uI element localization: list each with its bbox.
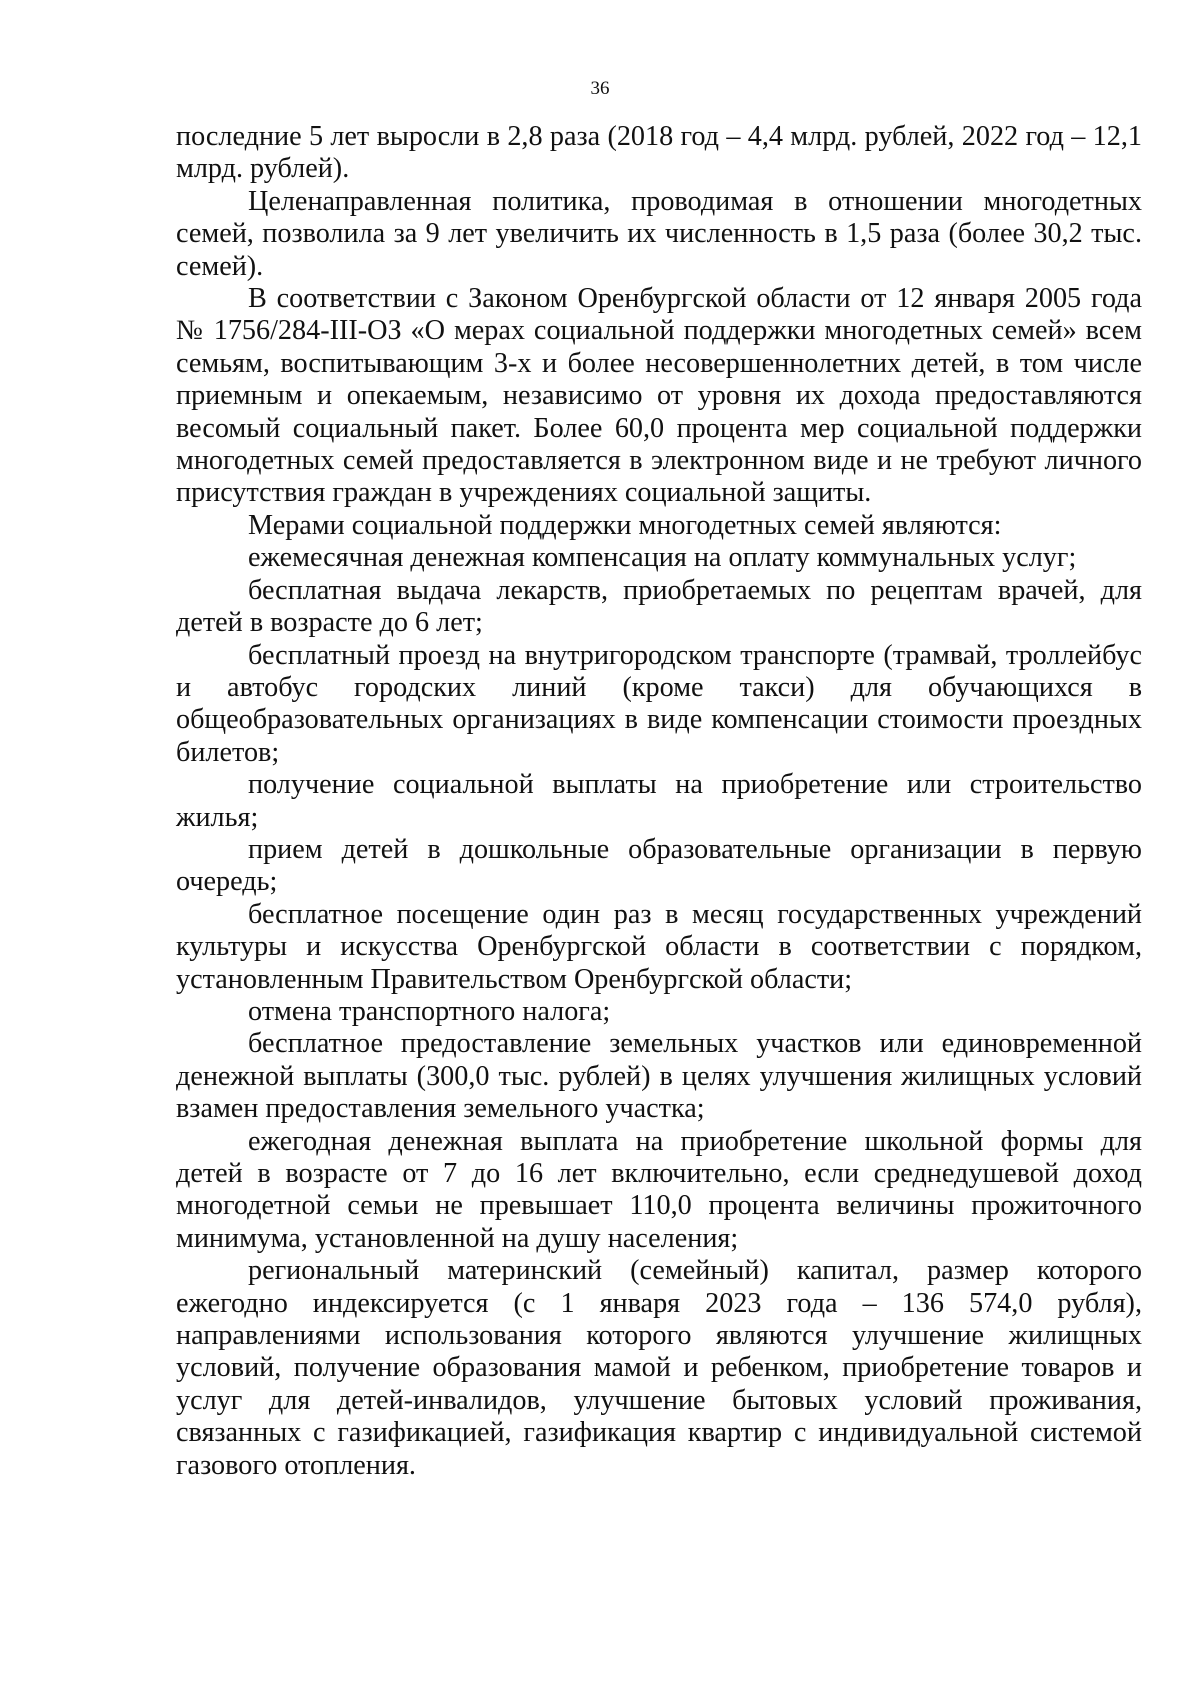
list-item-regional-maternity-capital: региональный материнский (семейный) капитал, размер которого ежегодно индексируется (с 1 января 2023 года – 136 574,0 рубля), направлениями использования которого являются улучшение жилищных условий, получение образования мамой и ребенком, приобретение товаров и услуг для детей-инвалидов, улучшение бытовых условий проживания, связанных с газификацией, газификация квартир с индивидуальной системой газового отопления.	[176, 1255, 1142, 1481]
document-body	[176, 121, 1142, 1482]
list-item-school-uniform-payment: ежегодная денежная выплата на приобретение школьной формы для детей в возрасте от 7 до 16 лет включительно, если среднедушевой доход многодетной семьи не превышает 110,0 процента величины прожиточного минимума, установленной на душу населения;	[176, 1125, 1142, 1254]
paragraph-regional-law: В соответствии с Законом Оренбургской области от 12 января 2005 года № 1756/284-III-ОЗ «О мерах социальной поддержки многодетных семей» всем семьям, воспитывающим 3-х и более несовершеннолетних детей, в том числе приемным и опекаемым, независимо от уровня их дохода предоставляются весомый социальный пакет. Более 60,0 процента мер социальной поддержки многодетных семей предоставляется в электронном виде и не требуют личного присутствия граждан в учреждениях социальной защиты.	[176, 283, 1142, 509]
page-number: 36	[590, 78, 610, 99]
list-item-housing-payment: получение социальной выплаты на приобретение или строительство жилья;	[176, 769, 1142, 833]
list-item-preschool-priority: прием детей в дошкольные образовательные организации в первую очередь;	[176, 833, 1142, 898]
paragraph-large-families-policy: Целенаправленная политика, проводимая в отношении многодетных семей, позволила за 9 лет увеличить их численность в 1,5 раза (более 30,2 тыс. семей).	[176, 185, 1142, 282]
list-item-transport-tax-exemption: отмена транспортного налога;	[248, 995, 611, 1027]
list-item-free-medicines: бесплатная выдача лекарств, приобретаемых по рецептам врачей, для детей в возрасте до 6 лет;	[176, 574, 1142, 639]
list-item-utility-compensation: ежемесячная денежная компенсация на оплату коммунальных услуг;	[248, 542, 1077, 574]
paragraph-support-measures-intro: Мерами социальной поддержки многодетных семей являются:	[248, 509, 1002, 541]
list-item-free-transport: бесплатный проезд на внутригородском транспорте (трамвай, троллейбус и автобус городских линий (кроме такси) для обучающихся в общеобразовательных организациях в виде компенсации стоимости проездных билетов;	[176, 639, 1142, 768]
paragraph-continuation: последние 5 лет выросли в 2,8 раза (2018 год – 4,4 млрд. рублей, 2022 год – 12,1 млрд. рублей).	[176, 121, 1142, 185]
list-item-land-plots: бесплатное предоставление земельных участков или единовременной денежной выплаты (300,0 тыс. рублей) в целях улучшения жилищных условий взамен предоставления земельного участка;	[176, 1028, 1142, 1125]
list-item-free-culture-visits: бесплатное посещение один раз в месяц государственных учреждений культуры и искусства Оренбургской области в соответствии с порядком, установленным Правительством Оренбургской области;	[176, 898, 1142, 995]
